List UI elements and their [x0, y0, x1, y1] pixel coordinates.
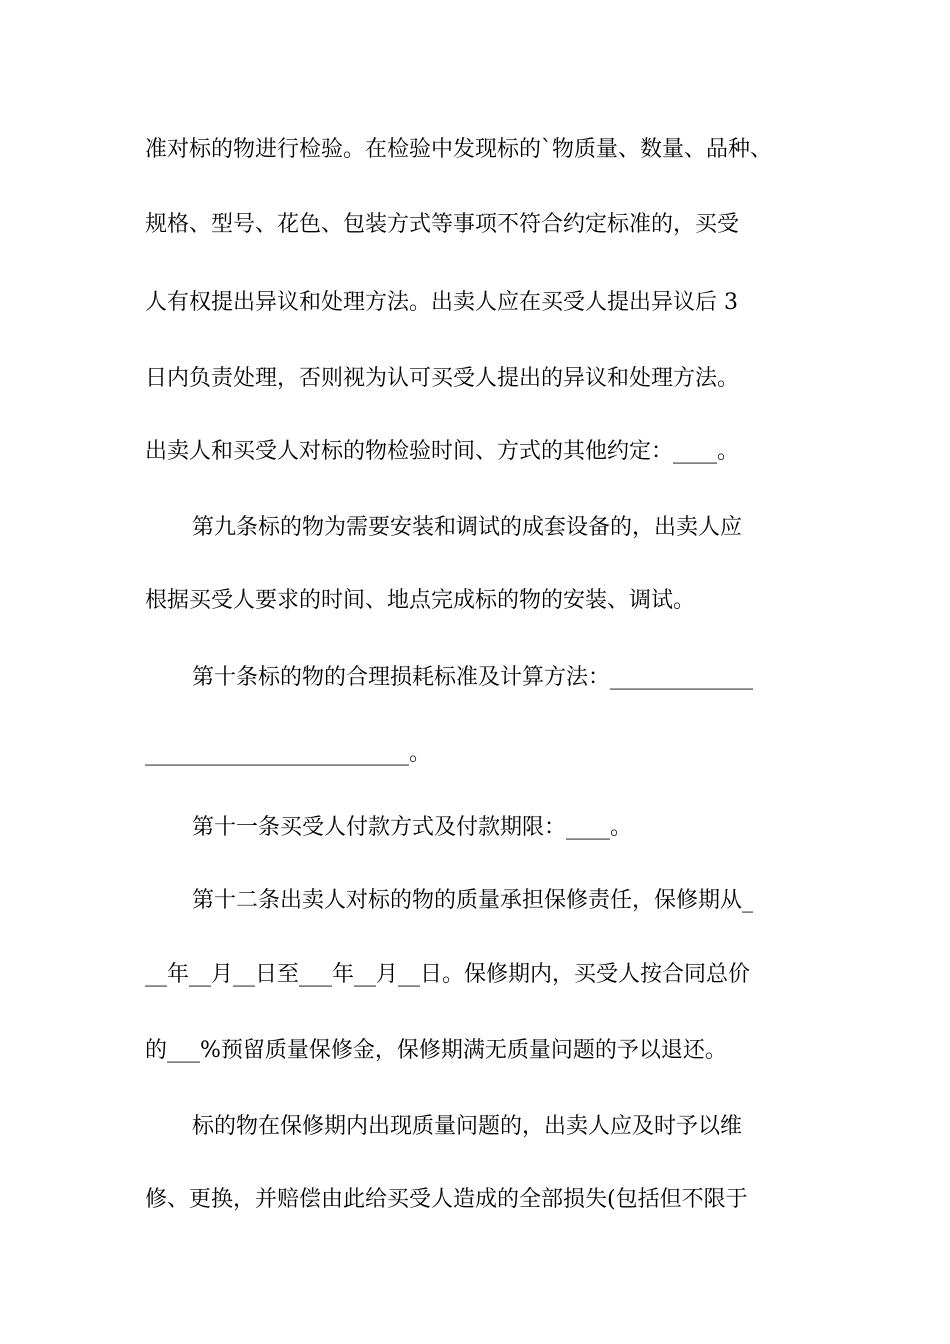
paragraph-start-line: 第九条标的物为需要安装和调试的成套设备的，出卖人应 — [192, 515, 743, 540]
text-line: 出卖人和买受人对标的物检验时间、方式的其他约定：____。 — [145, 439, 740, 464]
paragraph-start-line: 标的物在保修期内出现质量问题的，出卖人应及时予以维 — [192, 1114, 743, 1139]
text-line: 人有权提出异议和处理方法。出卖人应在买受人提出异议后 3 — [145, 290, 738, 315]
paragraph-start-line: 第十一条买受人付款方式及付款期限：____。 — [192, 815, 633, 840]
text-line: 的___%预留质量保修金，保修期满无质量问题的予以退还。 — [145, 1038, 727, 1063]
text-line: 根据买受人要求的时间、地点完成标的物的安装、调试。 — [145, 588, 696, 613]
text-line: ________________________。 — [145, 741, 432, 766]
paragraph-start-line: 第十二条出卖人对标的物的质量承担保修责任，保修期从_ — [192, 888, 754, 913]
text-line: 日内负责处理，否则视为认可买受人提出的异议和处理方法。 — [145, 366, 740, 391]
text-line: 准对标的物进行检验。在检验中发现标的`物质量、数量、品种、 — [145, 137, 773, 162]
text-line: 规格、型号、花色、包装方式等事项不符合约定标准的，买受 — [145, 212, 740, 237]
text-line: 修、更换，并赔偿由此给买受人造成的全部损失(包括但不限于 — [145, 1187, 748, 1212]
text-line: __年__月__日至___年__月__日。保修期内，买受人按合同总价 — [145, 962, 751, 987]
paragraph-start-line: 第十条标的物的合理损耗标准及计算方法：_____________ — [192, 665, 754, 690]
